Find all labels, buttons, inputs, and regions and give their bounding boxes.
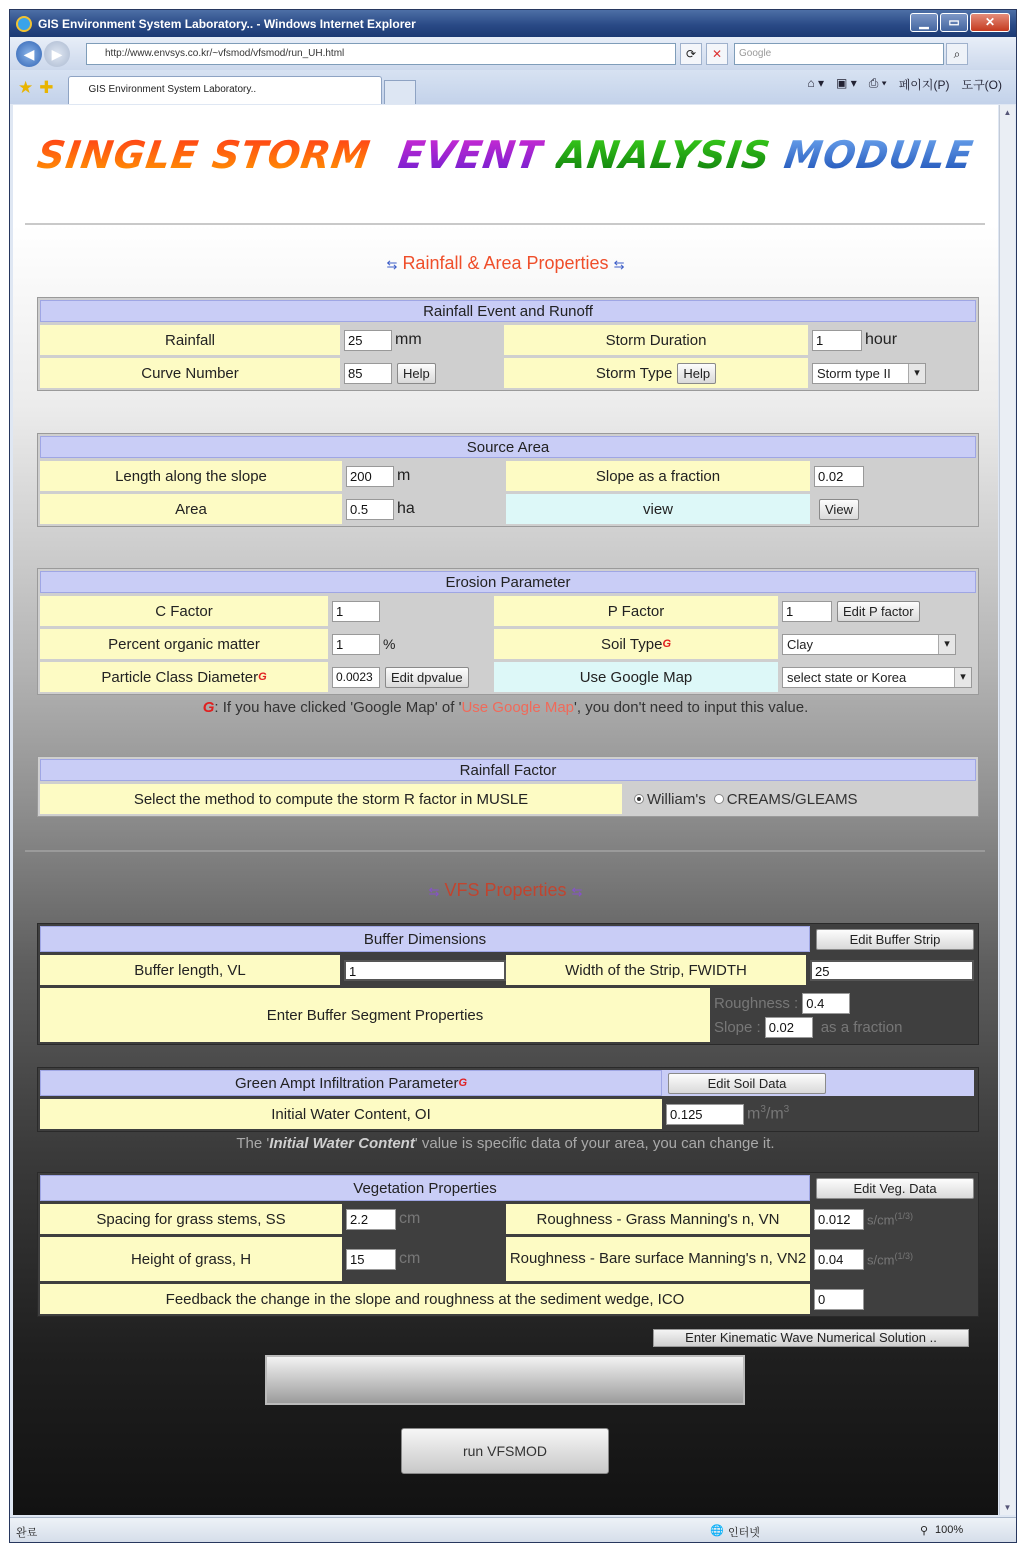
- browser-window: [9, 9, 1017, 1543]
- ie-logo-icon: [16, 16, 32, 32]
- new-tab-button[interactable]: [384, 80, 416, 104]
- back-icon[interactable]: ◀: [16, 41, 42, 67]
- rainfall-label: Rainfall: [40, 325, 340, 355]
- particle-diameter-input[interactable]: 0.0023: [332, 667, 380, 688]
- slope-length-label: Length along the slope: [40, 461, 342, 491]
- google-map-select[interactable]: select state or Korea ▾: [782, 667, 972, 688]
- zoom-icon[interactable]: ⚲: [920, 1525, 929, 1537]
- scroll-down-icon[interactable]: ▼: [1003, 1503, 1012, 1512]
- progress-panel: [265, 1355, 745, 1405]
- maximize-button[interactable]: ▭: [940, 13, 968, 32]
- tab-current[interactable]: GIS Environment System Laboratory..: [68, 76, 382, 104]
- address-bar[interactable]: http://www.envsys.co.kr/~vfsmod/vfsmod/run_UH.html: [86, 43, 676, 65]
- rainfall-event-block: Rainfall Event and Runoff Rainfall 25 mm Storm Duration 1 hour Curve Number 85 Help Storm Type Help Storm type II ▾: [37, 297, 979, 391]
- security-zone: 인터넷: [728, 1527, 760, 1539]
- google-map-mark: G: [258, 671, 267, 683]
- search-icon[interactable]: ⌕: [946, 43, 968, 65]
- particle-diameter-label: Particle Class Diameter G: [40, 662, 328, 692]
- divider: [25, 850, 985, 852]
- kinematic-wave-button[interactable]: Enter Kinematic Wave Numerical Solution ..: [653, 1329, 969, 1347]
- r-factor-label: Select the method to compute the storm R factor in MUSLE: [40, 784, 622, 814]
- edit-p-factor-button[interactable]: Edit P factor: [837, 601, 920, 622]
- page-content: [13, 105, 998, 1515]
- arrow-icon: ⇆: [386, 257, 398, 272]
- page-menu[interactable]: 페이지(P): [898, 78, 950, 92]
- curve-number-label: Curve Number: [40, 358, 340, 388]
- block-header: Green Ampt Infiltration Parameter G: [40, 1070, 662, 1096]
- cn-help-button[interactable]: Help: [397, 363, 436, 384]
- slope-fraction-input[interactable]: 0.02: [814, 466, 864, 487]
- status-bar: [10, 1517, 1016, 1542]
- storm-type-label: Storm Type Help: [504, 358, 808, 388]
- slope-fraction-label: Slope as a fraction: [506, 461, 810, 491]
- p-factor-label: P Factor: [494, 596, 778, 626]
- status-text: 완료: [16, 1527, 38, 1539]
- arrow-icon: ⇆: [428, 884, 440, 899]
- google-map-note: G: If you have clicked 'Google Map' of 'Use Google Map', you don't need to input this value.: [202, 699, 809, 716]
- navigation-bar: [10, 37, 1016, 70]
- green-ampt-block: Green Ampt Infiltration Parameter G Edit Soil Data Initial Water Content, OI 0.125 $m^3/m^3$: [37, 1067, 979, 1132]
- slope-length-input[interactable]: 200: [346, 466, 394, 487]
- segment-slope-input[interactable]: 0.02: [765, 1017, 813, 1038]
- ico-input[interactable]: 0: [814, 1289, 864, 1310]
- search-input[interactable]: Google: [734, 43, 944, 65]
- bare-manning-input[interactable]: 0.04: [814, 1249, 864, 1270]
- grass-spacing-input[interactable]: 2.2: [346, 1209, 396, 1230]
- refresh-icon[interactable]: ⟳: [680, 43, 702, 65]
- grass-height-label: Height of grass, H: [40, 1237, 342, 1281]
- soil-type-select[interactable]: Clay ▾: [782, 634, 956, 655]
- strip-width-input[interactable]: 25: [810, 960, 974, 981]
- google-map-mark: G: [662, 638, 671, 650]
- initial-water-content-input[interactable]: 0.125: [666, 1104, 744, 1125]
- title-bar: [10, 10, 1016, 37]
- area-label: Area: [40, 494, 342, 524]
- c-factor-input[interactable]: 1: [332, 601, 380, 622]
- section-title-vfs: ⇆ VFS Properties ⇆: [428, 880, 583, 900]
- rainfall-input[interactable]: 25: [344, 330, 392, 351]
- stop-icon[interactable]: ✕: [706, 43, 728, 65]
- vegetation-block: Vegetation Properties Edit Veg. Data Spacing for grass stems, SS 2.2 cm Roughness - Grass Manning's n, VN 0.012 $s/cm^{(1/3)}$ Height of grass, H 15 cm Roughness - Bare surface Manning's n, VN2 0.04 $s/cm^{(1/3)}$ Feedback the change in the slope and roughness at the sediment wedge, ICO 0: [37, 1172, 979, 1317]
- module-title: SINGLE STORM EVENT ANALYSIS MODULE: [34, 133, 977, 177]
- erosion-parameter-block: Erosion Parameter C Factor 1 P Factor 1 Edit P factor Percent organic matter 1 % Soil Type G Clay ▾ Particle Class Diameter G 0.0023 Edit dpvalue Use Google Map select state or Korea ▾: [37, 568, 979, 695]
- organic-matter-input[interactable]: 1: [332, 634, 380, 655]
- add-favorites-icon[interactable]: ✚: [39, 78, 54, 97]
- home-icon[interactable]: ⌂ ▾: [807, 76, 825, 90]
- buffer-segment-label: Enter Buffer Segment Properties: [40, 988, 710, 1042]
- command-bar: [807, 76, 1002, 93]
- block-header: Vegetation Properties: [40, 1175, 810, 1201]
- p-factor-input[interactable]: 1: [782, 601, 832, 622]
- view-button[interactable]: View: [819, 499, 859, 520]
- buffer-dimensions-block: Buffer Dimensions Edit Buffer Strip Buffer length, VL 1 Width of the Strip, FWIDTH 25 Enter Buffer Segment Properties Roughness : 0.4 Slope : 0.02 as a fraction: [37, 923, 979, 1045]
- storm-duration-input[interactable]: 1: [812, 330, 862, 351]
- block-header: Rainfall Event and Runoff: [40, 300, 976, 322]
- storm-type-select[interactable]: Storm type II ▾: [812, 363, 926, 384]
- storm-type-help-button[interactable]: Help: [677, 363, 716, 384]
- rainfall-factor-block: Rainfall Factor Select the method to compute the storm R factor in MUSLE William's CREAMS/GLEAMS: [37, 756, 979, 817]
- williams-radio[interactable]: [634, 794, 644, 804]
- section-title-rainfall: ⇆ Rainfall & Area Properties ⇆: [386, 253, 625, 273]
- water-content-note: The 'Initial Water Content' value is specific data of your area, you can change it.: [236, 1135, 775, 1152]
- feeds-icon[interactable]: ▣ ▾: [836, 76, 857, 90]
- edit-soil-data-button[interactable]: Edit Soil Data: [668, 1073, 826, 1094]
- area-input[interactable]: 0.5: [346, 499, 394, 520]
- close-button[interactable]: ✕: [970, 13, 1010, 32]
- bare-manning-label: Roughness - Bare surface Manning's n, VN2: [506, 1237, 810, 1281]
- curve-number-input[interactable]: 85: [344, 363, 392, 384]
- vertical-scrollbar[interactable]: [999, 105, 1015, 1515]
- initial-water-content-label: Initial Water Content, OI: [40, 1099, 662, 1129]
- ico-label: Feedback the change in the slope and roughness at the sediment wedge, ICO: [40, 1284, 810, 1314]
- block-header: Rainfall Factor: [40, 759, 976, 781]
- storm-duration-label: Storm Duration: [504, 325, 808, 355]
- segment-roughness-input[interactable]: 0.4: [802, 993, 850, 1014]
- view-label: view: [506, 494, 810, 524]
- grass-height-input[interactable]: 15: [346, 1249, 396, 1270]
- creams-radio[interactable]: [714, 794, 724, 804]
- run-vfsmod-button[interactable]: run VFSMOD: [401, 1428, 609, 1474]
- organic-matter-label: Percent organic matter: [40, 629, 328, 659]
- window-title: GIS Environment System Laboratory.. - Windows Internet Explorer: [38, 16, 416, 31]
- favorites-star-icon[interactable]: ★: [18, 78, 34, 97]
- globe-icon: 🌐: [710, 1525, 724, 1537]
- block-header: Source Area: [40, 436, 976, 458]
- buffer-length-input[interactable]: 1: [344, 960, 506, 981]
- grass-manning-input[interactable]: 0.012: [814, 1209, 864, 1230]
- window-controls: [910, 13, 1010, 32]
- print-icon[interactable]: ⎙ ▾: [868, 76, 887, 90]
- tools-menu[interactable]: 도구(O): [961, 78, 1002, 92]
- divider: [25, 223, 985, 225]
- tab-bar: [10, 70, 1016, 104]
- edit-buffer-strip-button[interactable]: Edit Buffer Strip: [816, 929, 974, 950]
- strip-width-label: Width of the Strip, FWIDTH: [506, 955, 806, 985]
- soil-type-label: Soil Type G: [494, 629, 778, 659]
- grass-spacing-label: Spacing for grass stems, SS: [40, 1204, 342, 1234]
- edit-dpvalue-button[interactable]: Edit dpvalue: [385, 667, 469, 688]
- google-map-label: Use Google Map: [494, 662, 778, 692]
- forward-icon[interactable]: ▶: [44, 41, 70, 67]
- edit-veg-data-button[interactable]: Edit Veg. Data: [816, 1178, 974, 1199]
- grass-manning-label: Roughness - Grass Manning's n, VN: [506, 1204, 810, 1234]
- block-header: Buffer Dimensions: [40, 926, 810, 952]
- arrow-icon: ⇆: [613, 257, 625, 272]
- minimize-button[interactable]: ▁: [910, 13, 938, 32]
- zoom-level[interactable]: 100%: [935, 1524, 964, 1536]
- google-map-mark: G: [458, 1076, 467, 1089]
- scroll-up-icon[interactable]: ▲: [1003, 108, 1012, 117]
- arrow-icon: ⇆: [571, 884, 583, 899]
- c-factor-label: C Factor: [40, 596, 328, 626]
- block-header: Erosion Parameter: [40, 571, 976, 593]
- source-area-block: Source Area Length along the slope 200 m Slope as a fraction 0.02 Area 0.5 ha view View: [37, 433, 979, 527]
- buffer-length-label: Buffer length, VL: [40, 955, 340, 985]
